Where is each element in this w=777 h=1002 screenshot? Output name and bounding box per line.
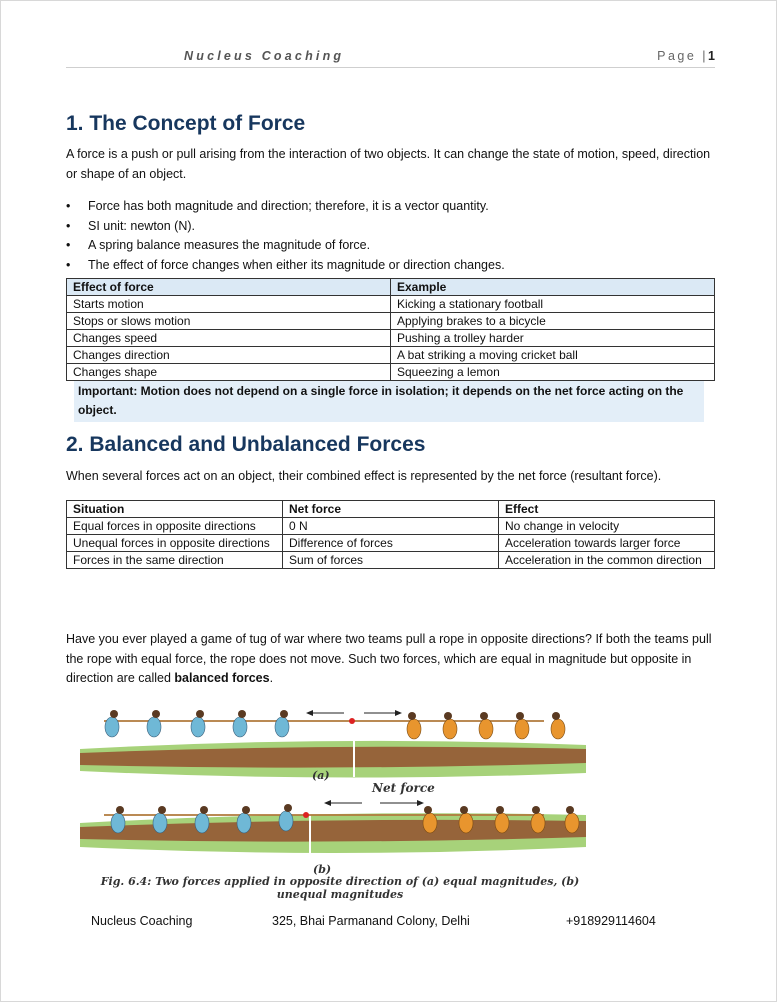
table-cell: Forces in the same direction (67, 552, 283, 569)
footer-phone: +918929114604 (566, 914, 656, 928)
table-row (67, 535, 715, 552)
column-header: Example (391, 279, 715, 296)
table-row (67, 347, 715, 364)
table-row (67, 296, 715, 313)
note-label: Important: (78, 384, 138, 398)
list-item-text: A spring balance measures the magnitude of force. (88, 238, 371, 253)
table-row (67, 552, 715, 569)
net-force-label: Net force (372, 781, 435, 795)
list-item-text: The effect of force changes when either its magnitude or direction changes. (88, 257, 505, 272)
table-cell: Unequal forces in opposite directions (67, 535, 283, 552)
table-cell: Applying brakes to a bicycle (391, 313, 715, 330)
effect-of-force-table (66, 278, 715, 381)
table-cell: Changes direction (67, 347, 391, 364)
table-cell: Starts motion (67, 296, 391, 313)
table-cell: Acceleration in the common direction (499, 552, 715, 569)
column-header: Effect of force (67, 279, 391, 296)
panel-a-scene (80, 710, 586, 778)
table-cell: A bat striking a moving cricket ball (391, 347, 715, 364)
section1-title: 1. The Concept of Force (66, 112, 306, 135)
list-item-text: SI unit: newton (N). (88, 218, 195, 233)
page-header (66, 49, 715, 68)
page-label: Page | (657, 49, 709, 63)
table-cell: Pushing a trolley harder (391, 330, 715, 347)
table-cell: No change in velocity (499, 518, 715, 535)
figure-label-a: (a) (312, 769, 330, 782)
footer-left: Nucleus Coaching (91, 914, 193, 928)
panel-b-scene (80, 800, 586, 857)
page-number (657, 49, 715, 63)
table-row (67, 364, 715, 381)
list-item: • Force has both magnitude and direction; therefore, it is a vector quantity. (66, 199, 489, 213)
note-text: Motion does not depend on a single force in isolation; it depends on the net force acting on the object. (78, 384, 684, 417)
list-item-text: Force has both magnitude and direction; therefore, it is a vector quantity. (88, 199, 489, 213)
paragraph-text: Have you ever played a game of tug of war where two teams pull a rope in opposite directions? If both the teams pull the rope with equal force, the rope does not move. Such two forces, which are equal in magnitude but opposite in direction are called (66, 632, 712, 685)
figure-label-b: (b) (313, 863, 332, 876)
table-cell: Equal forces in opposite directions (67, 518, 283, 535)
table-cell: Stops or slows motion (67, 313, 391, 330)
table-header-row (67, 501, 715, 518)
list-item: • SI unit: newton (N). (66, 218, 195, 233)
table-cell: Changes shape (67, 364, 391, 381)
table-cell: Kicking a stationary football (391, 296, 715, 313)
table-cell: Acceleration towards larger force (499, 535, 715, 552)
paragraph-bold-term: balanced forces (174, 671, 270, 685)
tug-of-war-paragraph (66, 630, 716, 689)
table-row (67, 518, 715, 535)
table-cell: Difference of forces (283, 535, 499, 552)
table-header-row (67, 279, 715, 296)
page-number-value: 1 (708, 49, 715, 63)
figure-caption: Fig. 6.4: Two forces applied in opposite direction of (a) equal magnitudes, (b) unequal magnitudes (100, 875, 580, 901)
column-header: Effect (499, 501, 715, 518)
table-cell: Squeezing a lemon (391, 364, 715, 381)
header-brand: Nucleus Coaching (184, 49, 345, 63)
table-row (67, 330, 715, 347)
table-cell: Sum of forces (283, 552, 499, 569)
section2-intro: When several forces act on an object, their combined effect is represented by the net force (resultant force). (66, 469, 662, 483)
column-header: Net force (283, 501, 499, 518)
footer-address: 325, Bhai Parmanand Colony, Delhi (272, 914, 470, 928)
net-force-table (66, 500, 715, 569)
table-cell: 0 N (283, 518, 499, 535)
list-item: • The effect of force changes when either its magnitude or direction changes. (66, 257, 505, 272)
section2-title: 2. Balanced and Unbalanced Forces (66, 433, 426, 456)
table-row (67, 313, 715, 330)
section1-intro: A force is a push or pull arising from the interaction of two objects. It can change the state of motion, speed, direction or shape of an object. (66, 147, 711, 181)
list-item: • A spring balance measures the magnitude of force. (66, 238, 371, 253)
bullet-list (66, 197, 716, 275)
column-header: Situation (67, 501, 283, 518)
table-cell: Changes speed (67, 330, 391, 347)
important-note (74, 381, 704, 422)
paragraph-text-end: . (269, 671, 274, 685)
